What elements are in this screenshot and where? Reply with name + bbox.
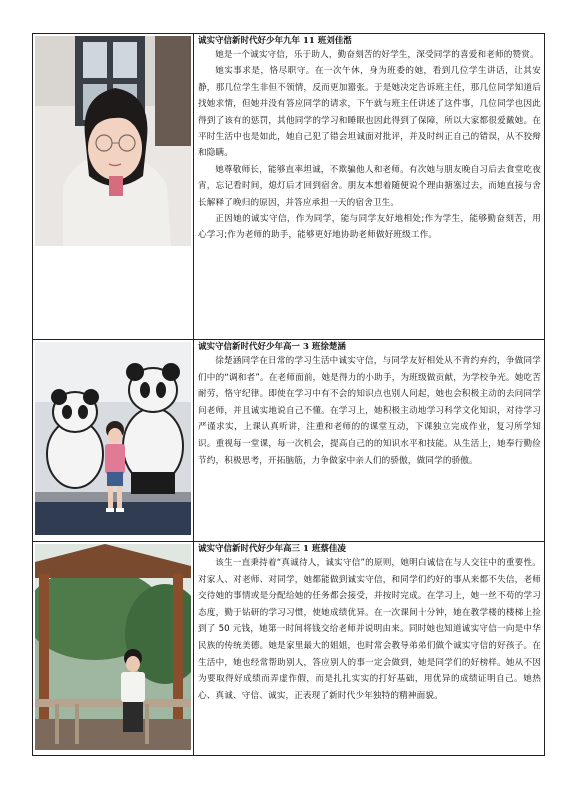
- profile-row: [33, 542, 545, 756]
- profile-title: 诚实守信新时代好少年高三 1 班蔡佳凌: [198, 544, 346, 554]
- profile-paragraph: 她实事求是，恪尽职守。在一次午休，身为班委的她，看到几位学生讲话，让其安静，那几位学生非但不领情，反而更加嚣张。于是她决定告诉班主任，那几位同学知道后找她求情，但她并没有答应同学的请求，下午就与班主任讲述了这件事，几位同学也因此得到了该有的惩罚，其他同学的学习和睡眠也因此得到了保障，所以大家都很爱戴她。在平时生活中也是如此，她自己犯了错会坦诚面对批评，并及时纠正自己的错误，从不狡辩和隐瞒。: [198, 66, 541, 159]
- profile-text-cell: [194, 34, 545, 340]
- profile-paragraph: 正因她的诚实守信，作为同学，能与同学友好地相处;作为学生，能够勤奋刻苦，用心学习;作为老师的助手，能够更好地协助老师做好班级工作。: [198, 214, 541, 241]
- photo-cell: [33, 542, 194, 756]
- profile-photo: [35, 36, 191, 246]
- profile-photo: [35, 544, 191, 750]
- profile-paragraph: 徐楚涵同学在日常的学习生活中诚实守信，与同学友好相处从不背约弃约，争做同学们中的“调和者”。在老师面前，她是得力的小助手，为班级做贡献，为学校争光。她吃苦耐劳，恪守纪律。即使在学习中有不会的知识点也别人问起，她也会积极主动的去问同学问老师，并且诚实地说自己不懂。在学习上，她积极主动地学习科学文化知识，对待学习严谨求实，上课认真听讲，注重和老师的的课堂互动，下课独立完成作业，复习所学知识。重视每一堂课，每一次机会，提高自己的的知识水平和技能。从生活上，她奉行勤俭节约，积极思考，开拓脑筋，力争做家中亲人们的骄傲，做同学的骄傲。: [198, 356, 541, 466]
- profile-paragraph: 她尊敬师长，能够直率坦诚，不欺骗他人和老师。有次她与朋友晚自习后去食堂吃夜宵，忘记看时间，熄灯后才回到宿舍。朋友本想着随便说个理由搪塞过去，而她直接与舍长解释了晚归的原因，并答应承担一天的宿舍卫生。: [198, 164, 541, 208]
- profile-text-cell: [194, 542, 545, 756]
- profile-text-cell: [194, 340, 545, 542]
- profile-paragraph: 该生一直秉持着“真诚待人，诚实守信”的原则，她明白诚信在与人交往中的重要性。对家人、对老师、对同学，她都能做到诚实守信，和同学们约好的事从来都不失信，老师交待她的事情或是分配给她的任务都会接受，并按时完成。在学习上，她一丝不苟的学习态度，勤于钻研的学习习惯，使她成绩优异。在一次课间十分钟，她在教学楼的楼梯上捡到了 50 元钱，她第一时间将钱交给老师并说明由来。同时她也知道诚实守信一向是中华民族的传统美德。她是家里最大的姐姐，也时常会教导弟弟们做个诚实守信的好孩子。在生活中，她也经常帮助别人，答应别人的事一定会做到，她是同学们的好榜样。她从不因为要取得好成绩而弄虚作假，而是扎扎实实的打好基础，用优异的成绩证明自己。她热心、真诚、守信、诚实，正表现了新时代少年独特的精神面貌。: [198, 558, 541, 701]
- profiles-sheet: [32, 33, 541, 756]
- profile-row: [33, 34, 545, 340]
- profile-title: 诚实守信新时代好少年高一 3 班徐楚涵: [198, 342, 346, 352]
- profile-paragraph: 她是一个诚实守信，乐于助人，勤奋刻苦的好学生，深受同学的喜爱和老师的赞赏。: [215, 50, 539, 60]
- profile-photo: [35, 342, 191, 535]
- photo-cell: [33, 34, 194, 340]
- profile-title: 诚实守信新时代好少年九年 11 班刘佳湉: [198, 36, 352, 46]
- profile-row: [33, 340, 545, 542]
- photo-cell: [33, 340, 194, 542]
- profiles-table: [32, 33, 545, 756]
